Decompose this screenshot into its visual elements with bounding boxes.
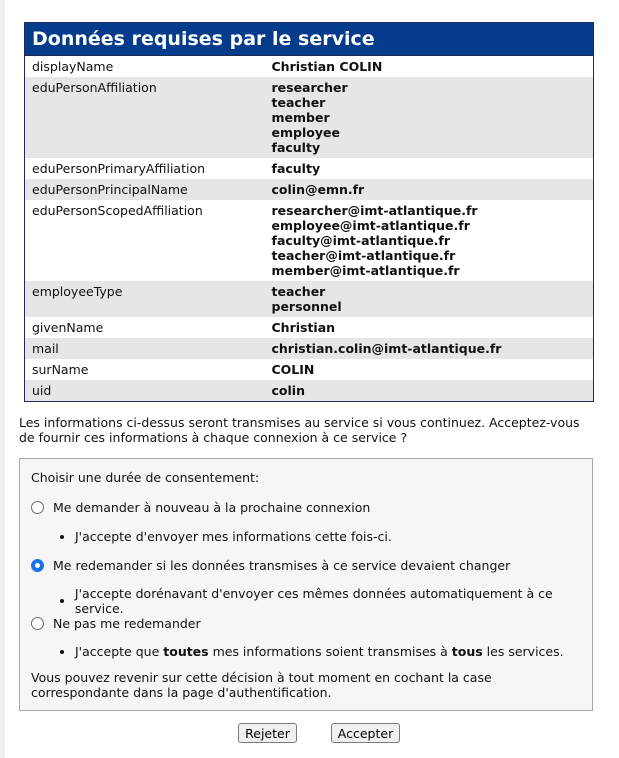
attribute-value: employee [271, 125, 340, 140]
radio-never-ask[interactable] [31, 617, 44, 630]
attribute-values [265, 77, 594, 158]
attribute-row [25, 317, 594, 338]
attribute-name: eduPersonAffiliation [25, 77, 265, 158]
option-never-ask[interactable] [31, 616, 201, 631]
attribute-values [265, 359, 594, 380]
bullet-icon [60, 535, 64, 539]
reject-button[interactable]: Rejeter [238, 723, 297, 743]
consent-title: Choisir une durée de consentement: [31, 470, 260, 485]
attribute-values [265, 380, 594, 402]
attribute-values [265, 200, 594, 281]
attribute-value: faculty@imt-atlantique.fr [271, 233, 451, 248]
option-detail [60, 529, 392, 544]
bullet-icon [60, 599, 64, 603]
attribute-value: christian.colin@imt-atlantique.fr [271, 341, 502, 356]
option-ask-next-login[interactable] [31, 500, 370, 515]
attribute-values [265, 56, 594, 78]
accept-button[interactable]: Accepter [331, 723, 400, 743]
attribute-values [265, 317, 594, 338]
consent-notice: Les informations ci-dessus seront transmises au service si vous continuez. Acceptez-vous de fournir ces informations à chaque connexion à ce service ? [19, 415, 580, 445]
option-label: Me redemander si les données transmises à ce service devaient changer [53, 558, 511, 573]
attribute-name: displayName [25, 56, 265, 78]
left-page-edge [0, 0, 5, 758]
attribute-value: teacher [271, 284, 326, 299]
attribute-row [25, 179, 594, 200]
radio-ask-next-login[interactable] [31, 501, 44, 514]
attribute-name: eduPersonScopedAffiliation [25, 200, 265, 281]
option-detail [60, 644, 564, 659]
attribute-name: surName [25, 359, 265, 380]
radio-ask-if-data-changes[interactable] [31, 559, 44, 572]
attribute-value: Christian [271, 320, 336, 335]
attribute-value: teacher@imt-atlantique.fr [271, 248, 456, 263]
attribute-value: member [271, 110, 330, 125]
attribute-row [25, 359, 594, 380]
consent-footnote: Vous pouvez revenir sur cette décision à tout moment en cochant la case correspondante dans la page d'authentification. [31, 670, 492, 700]
option-ask-if-data-changes[interactable] [31, 558, 510, 573]
attribute-row [25, 281, 594, 317]
attribute-name: givenName [25, 317, 265, 338]
attribute-name: employeeType [25, 281, 265, 317]
attribute-row [25, 338, 594, 359]
attribute-name: uid [25, 380, 265, 402]
attribute-value: personnel [271, 299, 342, 314]
attribute-value: faculty [271, 140, 321, 155]
option-detail-text: J'accepte que toutes mes informations soient transmises à tous les services. [75, 644, 564, 659]
option-detail-text: J'accepte dorénavant d'envoyer ces mêmes données automatiquement à ce service. [74, 586, 553, 616]
attribute-name: eduPersonPrimaryAffiliation [25, 158, 265, 179]
attribute-value: colin [271, 383, 305, 398]
attribute-row [25, 56, 594, 78]
attribute-values [265, 179, 594, 200]
attribute-name: eduPersonPrincipalName [25, 179, 265, 200]
option-label: Me demander à nouveau à la prochaine connexion [53, 500, 371, 515]
attribute-value: teacher [271, 95, 326, 110]
attributes-table [24, 22, 594, 402]
attribute-values [265, 281, 594, 317]
attribute-values [265, 338, 594, 359]
option-label: Ne pas me redemander [53, 616, 201, 631]
attribute-value: Christian COLIN [271, 59, 383, 74]
consent-options-box [19, 458, 593, 711]
attribute-values [265, 158, 594, 179]
attribute-row [25, 380, 594, 402]
attribute-value: COLIN [271, 362, 315, 377]
bullet-icon [60, 650, 64, 654]
attribute-value: member@imt-atlantique.fr [271, 263, 460, 278]
attribute-name: mail [25, 338, 265, 359]
attribute-value: faculty [271, 161, 321, 176]
attribute-value: researcher@imt-atlantique.fr [271, 203, 478, 218]
option-detail [60, 586, 592, 616]
option-detail-text: J'accepte d'envoyer mes informations cette fois-ci. [75, 529, 392, 544]
attribute-value: researcher [271, 80, 348, 95]
attribute-row [25, 158, 594, 179]
attribute-row [25, 200, 594, 281]
table-caption: Données requises par le service [24, 22, 594, 55]
attribute-value: colin@emn.fr [271, 182, 365, 197]
attribute-row [25, 77, 594, 158]
attribute-value: employee@imt-atlantique.fr [271, 218, 470, 233]
